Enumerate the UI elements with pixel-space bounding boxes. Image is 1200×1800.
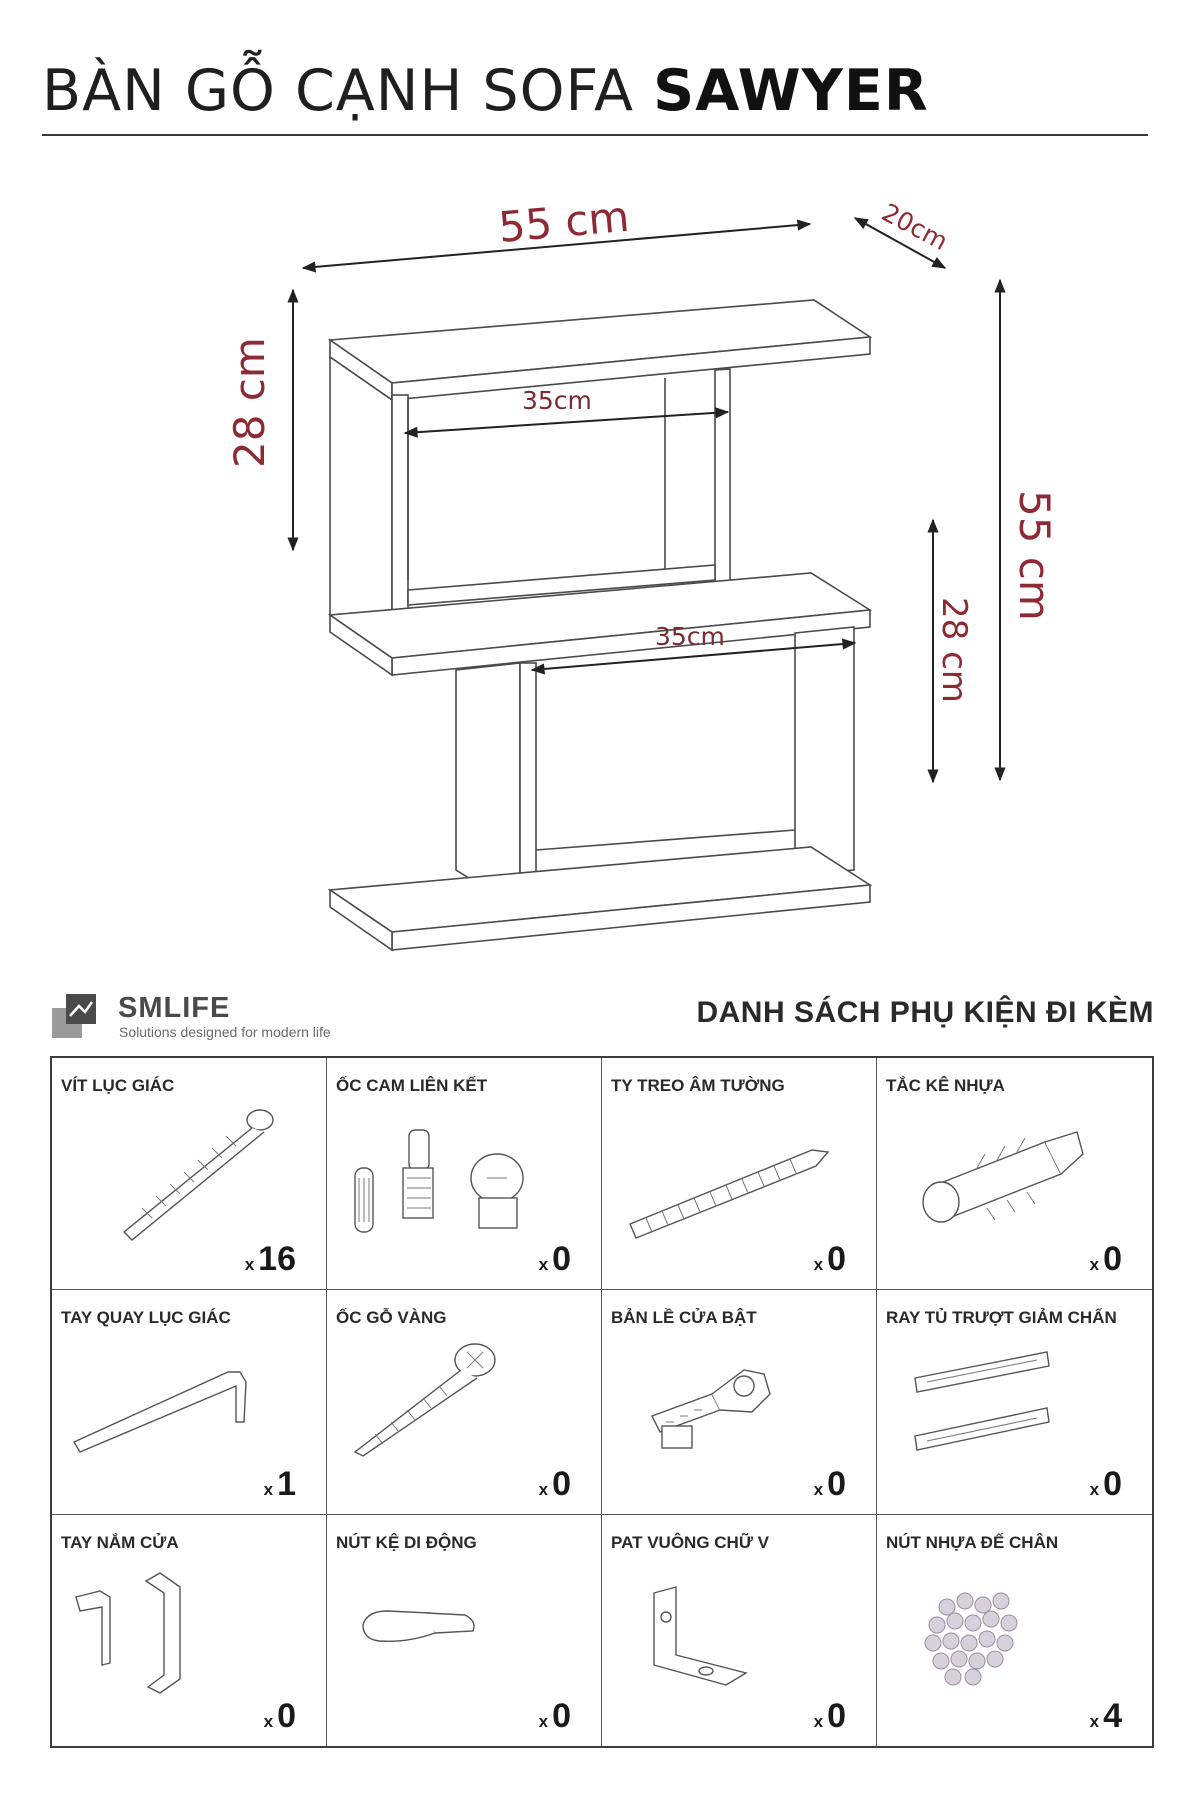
accessory-cell (877, 1290, 1152, 1515)
dimension-depth: 20cm (877, 197, 953, 257)
quantity-prefix: x (538, 1480, 549, 1499)
accessory-quantity (814, 1697, 846, 1736)
accessory-cell (327, 1290, 602, 1515)
dimension-lower-height: 28 cm (934, 597, 974, 703)
quantity-prefix: x (263, 1480, 274, 1499)
accessory-label: RAY TỦ TRƯỢT GIẢM CHẤN (886, 1308, 1117, 1327)
quantity-value: 1 (277, 1465, 296, 1503)
brand-name: SMLIFE (118, 992, 231, 1024)
accessory-quantity (1090, 1240, 1122, 1279)
quantity-prefix: x (1089, 1480, 1100, 1499)
brand-tagline: Solutions designed for modern life (119, 1024, 331, 1040)
quantity-value: 0 (827, 1465, 846, 1503)
accessory-cell (327, 1058, 602, 1290)
quantity-value: 0 (1103, 1465, 1122, 1503)
accessory-quantity (1090, 1465, 1122, 1504)
accessory-label: BẢN LỀ CỬA BẬT (611, 1308, 757, 1327)
accessory-cell (52, 1515, 327, 1746)
accessory-quantity (264, 1465, 296, 1504)
shelf-outline (330, 300, 870, 950)
quantity-value: 0 (827, 1697, 846, 1735)
quantity-prefix: x (813, 1712, 824, 1731)
quantity-prefix: x (538, 1712, 549, 1731)
accessory-quantity (539, 1697, 571, 1736)
accessory-label: TY TREO ÂM TƯỜNG (611, 1076, 785, 1095)
product-dimension-drawing (0, 150, 1200, 970)
quantity-value: 0 (277, 1697, 296, 1735)
dimension-lower-inner: 35cm (655, 622, 725, 651)
quantity-value: 0 (552, 1465, 571, 1503)
accessory-cell (602, 1290, 877, 1515)
accessory-cell (52, 1058, 327, 1290)
accessory-label: VÍT LỤC GIÁC (61, 1076, 175, 1095)
quantity-prefix: x (538, 1255, 549, 1274)
title-divider (42, 134, 1148, 136)
accessories-heading: DANH SÁCH PHỤ KIỆN ĐI KÈM (696, 996, 1154, 1029)
dimension-total-height: 55 cm (1010, 490, 1059, 621)
accessory-quantity (1090, 1697, 1122, 1736)
quantity-value: 0 (552, 1697, 571, 1735)
accessory-label: TAY QUAY LỤC GIÁC (61, 1308, 231, 1327)
brand-block (52, 992, 372, 1042)
dimension-upper-height: 28 cm (225, 337, 274, 468)
accessory-quantity (264, 1697, 296, 1736)
accessory-cell (877, 1058, 1152, 1290)
accessory-label: TAY NẮM CỬA (61, 1533, 179, 1552)
accessory-label: ỐC CAM LIÊN KẾT (336, 1076, 488, 1095)
accessories-grid (50, 1056, 1154, 1748)
accessory-label: NÚT NHỰA ĐẾ CHÂN (886, 1533, 1059, 1552)
title-product-type: BÀN GỖ CẠNH SOFA (42, 58, 635, 124)
quantity-value: 16 (258, 1240, 296, 1278)
accessory-quantity (814, 1240, 846, 1279)
dimension-upper-inner: 35cm (522, 386, 592, 415)
quantity-prefix: x (1089, 1712, 1100, 1731)
quantity-prefix: x (813, 1480, 824, 1499)
accessory-quantity (539, 1240, 571, 1279)
accessory-cell (327, 1515, 602, 1746)
page-title (42, 58, 929, 124)
accessory-cell (52, 1290, 327, 1515)
dimension-top-width: 55 cm (496, 191, 632, 252)
quantity-prefix: x (263, 1712, 274, 1731)
quantity-prefix: x (244, 1255, 255, 1274)
accessory-label: NÚT KỆ DI ĐỘNG (336, 1533, 477, 1552)
accessory-quantity (245, 1240, 296, 1279)
brand-logo-icon (52, 994, 96, 1038)
accessory-label: TẮC KÊ NHỰA (886, 1076, 1005, 1095)
title-product-name: SAWYER (653, 58, 929, 124)
quantity-prefix: x (1089, 1255, 1100, 1274)
accessory-cell (602, 1058, 877, 1290)
quantity-value: 0 (827, 1240, 846, 1278)
quantity-prefix: x (813, 1255, 824, 1274)
accessory-cell (877, 1515, 1152, 1746)
accessory-label: ỐC GỖ VÀNG (336, 1308, 447, 1327)
accessory-cell (602, 1515, 877, 1746)
accessory-label: PAT VUÔNG CHỮ V (611, 1533, 769, 1552)
accessory-quantity (814, 1465, 846, 1504)
quantity-value: 0 (1103, 1240, 1122, 1278)
quantity-value: 4 (1103, 1697, 1122, 1735)
quantity-value: 0 (552, 1240, 571, 1278)
accessory-quantity (539, 1465, 571, 1504)
